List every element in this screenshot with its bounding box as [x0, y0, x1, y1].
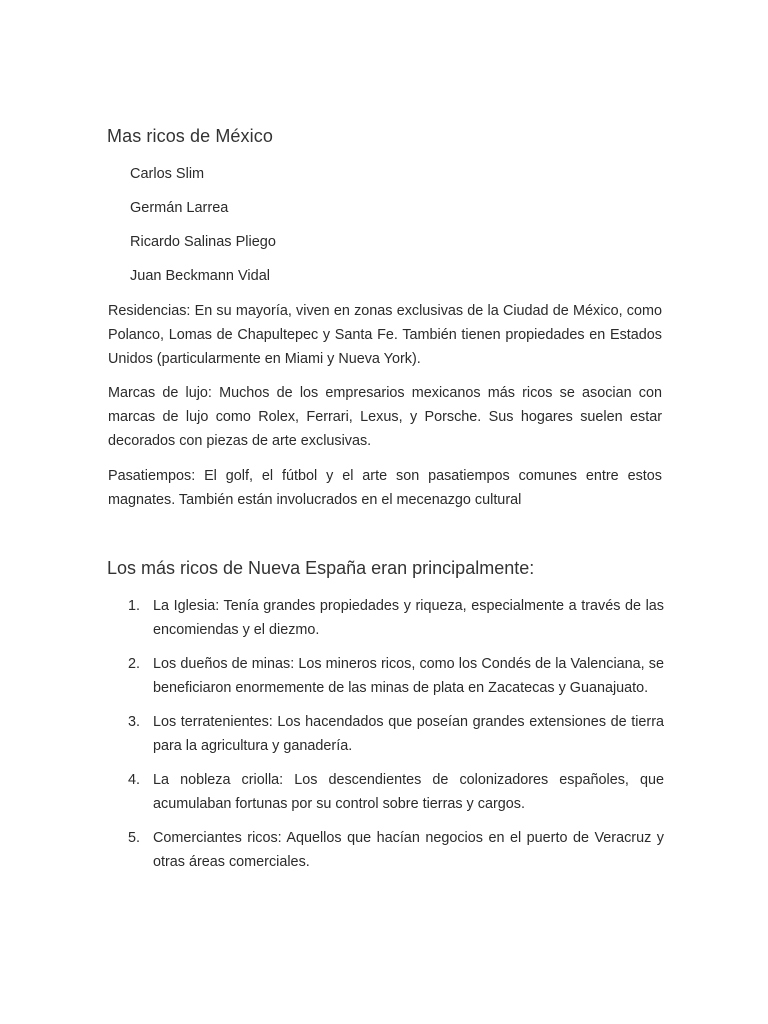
list-item-text: La Iglesia: Tenía grandes propiedades y riqueza, especialmente a través de las encomiendas y el diezmo. — [153, 598, 664, 638]
list-item: Ricardo Salinas Pliego — [130, 234, 276, 250]
list-item: Carlos Slim — [130, 166, 205, 182]
numbered-list-item — [108, 652, 664, 700]
list-item-text: La nobleza criolla: Los descendientes de colonizadores españoles, que acumulaban fortunas por su control sobre tierras y cargos. — [153, 772, 664, 812]
list-item: Germán Larrea — [130, 200, 229, 216]
list-number: 3. — [128, 714, 141, 730]
numbered-list-item — [108, 768, 664, 816]
section-title-mexico: Mas ricos de México — [107, 126, 273, 146]
list-item-text: Los terratenientes: Los hacendados que poseían grandes extensiones de tierra para la agricultura y ganadería. — [153, 714, 664, 754]
list-number: 2. — [128, 656, 141, 672]
paragraph-residencias: Residencias: En su mayoría, viven en zonas exclusivas de la Ciudad de México, como Polanco, Lomas de Chapultepec y Santa Fe. También tienen propiedades en Estados Unidos (particularmente en Miami y Nueva York). — [108, 303, 662, 367]
paragraph-marcas-de-lujo: Marcas de lujo: Muchos de los empresarios mexicanos más ricos se asocian con marcas de lujo como Rolex, Ferrari, Lexus, y Porsche. Sus hogares suelen estar decorados con piezas de arte exclusivas. — [108, 385, 662, 449]
list-number: 1. — [128, 598, 141, 614]
numbered-list — [108, 594, 664, 884]
paragraph-pasatiempos: Pasatiempos: El golf, el fútbol y el arte son pasatiempos comunes entre estos magnates. También están involucrados en el mecenazgo cultural — [108, 468, 662, 508]
list-number: 5. — [128, 830, 141, 846]
list-item-text: Comerciantes ricos: Aquellos que hacían negocios en el puerto de Veracruz y otras áreas comerciales. — [153, 830, 664, 870]
names-list — [130, 164, 276, 300]
list-item: Juan Beckmann Vidal — [130, 268, 270, 284]
section-title-nueva-espana: Los más ricos de Nueva España eran principalmente: — [107, 558, 535, 578]
numbered-list-item — [108, 826, 664, 874]
numbered-list-item — [108, 594, 664, 642]
numbered-list-item — [108, 710, 664, 758]
list-item-text: Los dueños de minas: Los mineros ricos, como los Condés de la Valenciana, se beneficiaron enormemente de las minas de plata en Zacatecas y Guanajuato. — [153, 656, 664, 696]
list-number: 4. — [128, 772, 141, 788]
